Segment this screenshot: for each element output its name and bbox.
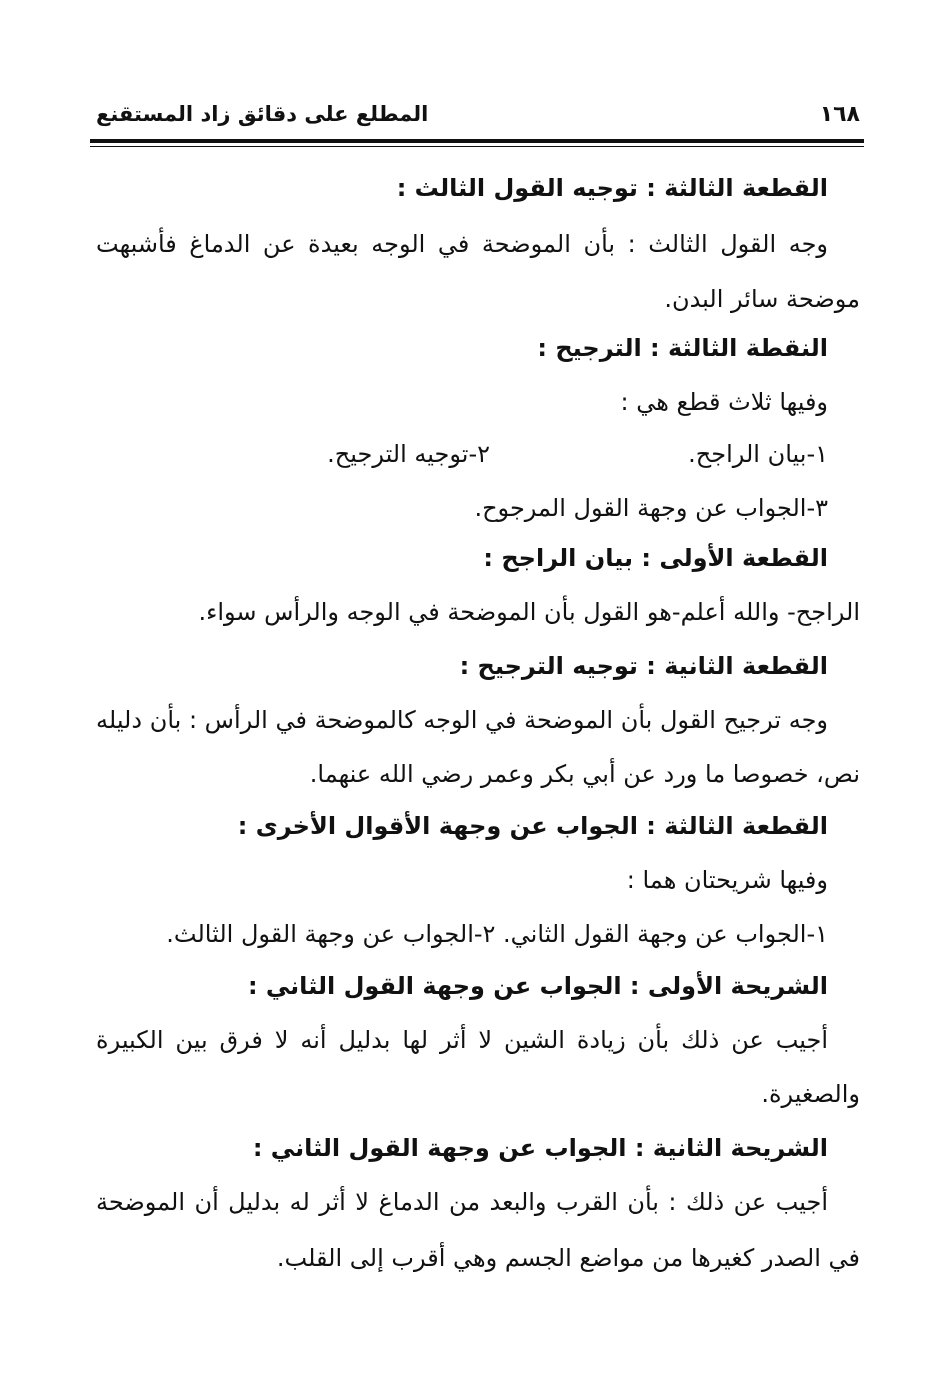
section-heading: النقطة الثالثة : الترجيح : — [537, 334, 828, 362]
paragraph-line: وفيها شريحتان هما : — [626, 866, 828, 894]
header-rule-thin — [90, 146, 864, 147]
list-item: ٢-توجيه الترجيح. — [327, 440, 490, 468]
section-heading: الشريحة الأولى : الجواب عن وجهة القول الثاني : — [247, 972, 828, 1000]
page-number: ١٦٨ — [819, 102, 860, 127]
paragraph-line: أجيب عن ذلك بأن زيادة الشين لا أثر لها بدليل أنه لا فرق بين الكبيرة — [96, 1026, 828, 1054]
section-heading: القطعة الثالثة : الجواب عن وجهة الأقوال الأخرى : — [237, 812, 828, 840]
paragraph-line: نص، خصوصا ما ورد عن أبي بكر وعمر رضي الله عنهما. — [309, 760, 860, 788]
section-heading: القطعة الثالثة : توجيه القول الثالث : — [396, 174, 828, 202]
header-rule-thick — [90, 139, 864, 143]
page-header — [96, 96, 860, 134]
section-heading: القطعة الأولى : بيان الراجح : — [483, 544, 828, 572]
paragraph-line: موضحة سائر البدن. — [664, 285, 860, 313]
paragraph-line: في الصدر كغيرها من مواضع الجسم وهي أقرب إلى القلب. — [276, 1244, 860, 1272]
book-page — [96, 96, 860, 1356]
list-item: ١-بيان الراجح. — [688, 440, 828, 468]
list-row — [96, 434, 860, 474]
paragraph-line: وفيها ثلاث قطع هي : — [620, 388, 828, 416]
paragraph-line: وجه القول الثالث : بأن الموضحة في الوجه بعيدة عن الدماغ فأشبهت — [96, 230, 828, 258]
paragraph-line: الراجح- والله أعلم-هو القول بأن الموضحة في الوجه والرأس سواء. — [198, 598, 860, 626]
section-heading: الشريحة الثانية : الجواب عن وجهة القول الثاني : — [252, 1134, 828, 1162]
paragraph-line: أجيب عن ذلك : بأن القرب والبعد من الدماغ لا أثر له بدليل أن الموضحة — [96, 1188, 828, 1216]
section-heading: القطعة الثانية : توجيه الترجيح : — [459, 652, 828, 680]
list-item: ٣-الجواب عن وجهة القول المرجوح. — [474, 494, 828, 522]
list-row: ١-الجواب عن وجهة القول الثاني. ٢-الجواب عن وجهة القول الثالث. — [166, 920, 828, 948]
paragraph-line: والصغيرة. — [761, 1080, 860, 1108]
paragraph-line: وجه ترجيح القول بأن الموضحة في الوجه كالموضحة في الرأس : بأن دليله — [96, 706, 828, 734]
book-title: المطلع على دقائق زاد المستقنع — [96, 102, 429, 126]
